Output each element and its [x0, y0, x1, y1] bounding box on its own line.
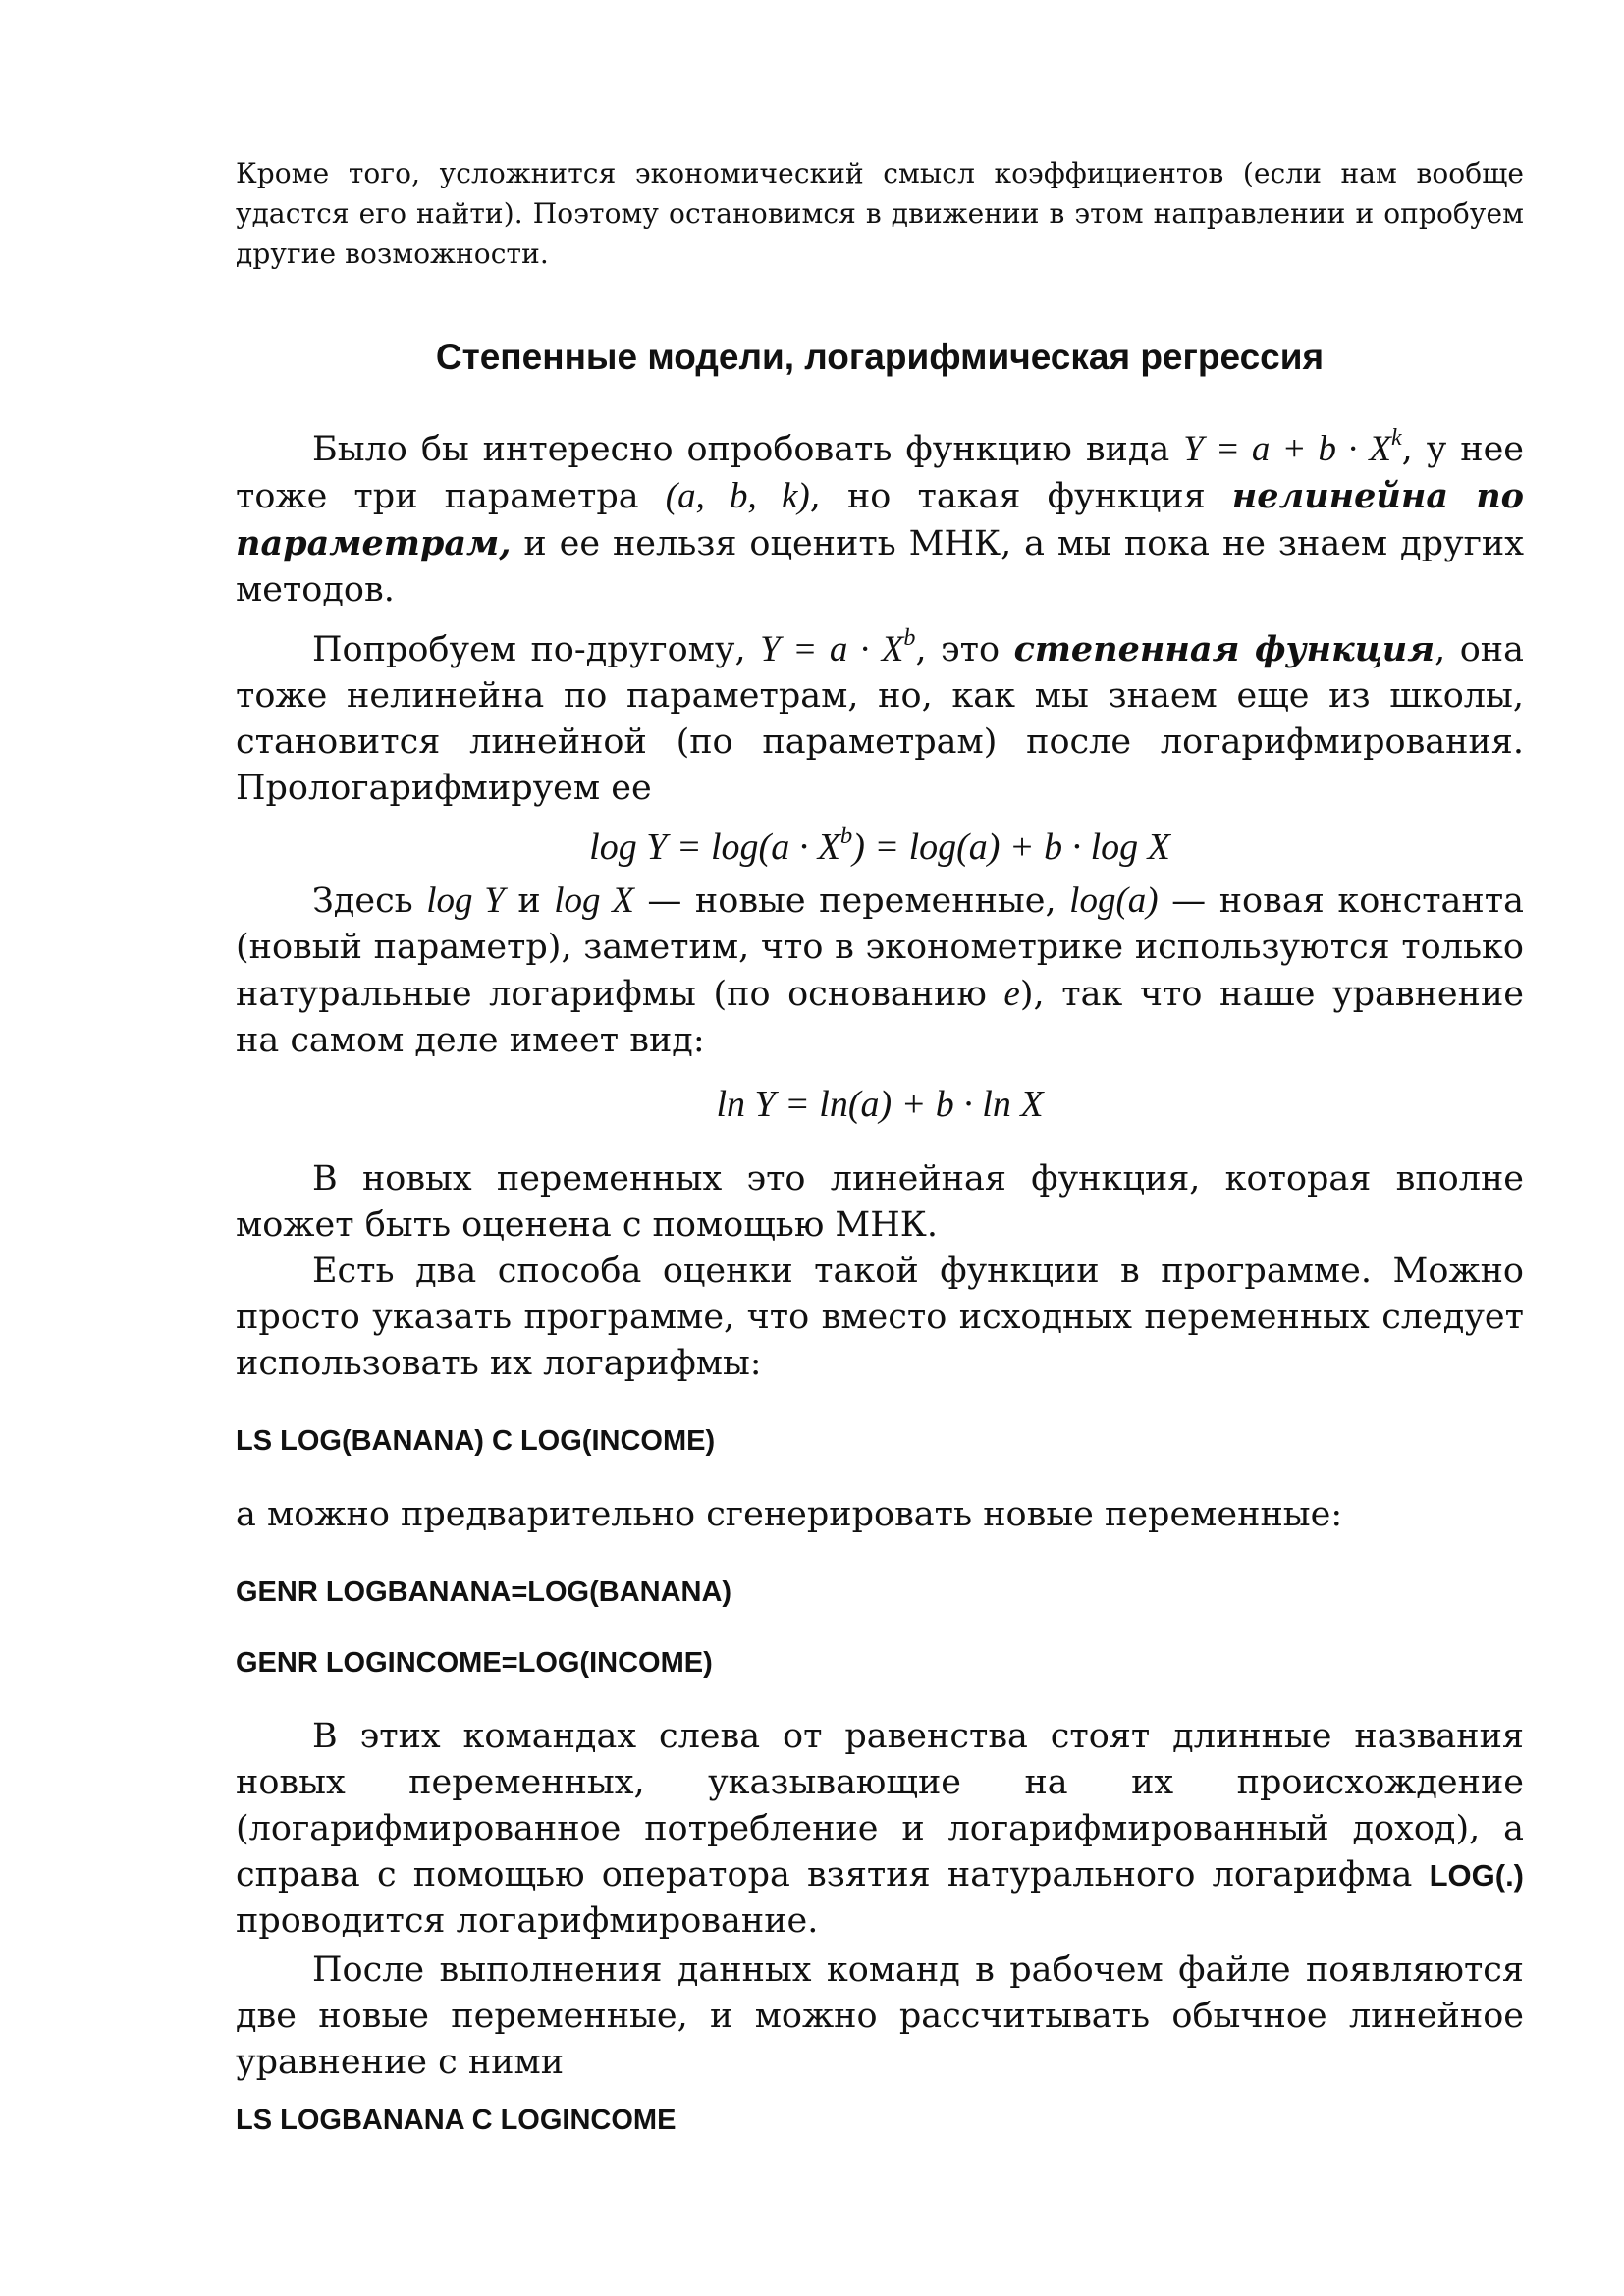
paragraph-two-ways: [236, 1249, 1524, 1387]
text-run: , это: [915, 630, 1014, 669]
paragraph-linear: [236, 1156, 1524, 1249]
intro-paragraph: Кроме того, усложнится экономический смысл коэффициентов (если нам вообще удастся его найти). Поэтому остановимся в движении в этом направлении и опробуем другие возможности.: [236, 157, 1524, 270]
equation-left: log Y = log(a · X: [589, 827, 840, 868]
text-run: В этих командах слева от равенства стоят длинные названия новых переменных, указывающие на их происхождение (логарифмированное потребление и логарифмированный доход), а справа с помощью оператора взятия натурального логарифма: [236, 1717, 1524, 1895]
text-run: , но такая функция: [809, 477, 1232, 516]
text-run: Есть два способа оценки такой функции в программе. Можно просто указать программе, что вместо исходных переменных следует использовать их логарифмы:: [236, 1252, 1524, 1383]
operator-log: LOG(.): [1429, 1858, 1524, 1893]
equation-right: ) = log(a) + b · log X: [852, 827, 1170, 868]
text-run: и: [504, 881, 555, 921]
text-run: , у нее тоже три параметра: [236, 430, 1524, 516]
equation-ln: ln Y = ln(a) + b · ln X: [716, 1084, 1044, 1125]
equation-log: [236, 823, 1524, 872]
text-run: После выполнения данных команд в рабочем файле появляются две новые переменные, и можно рассчитывать обычное линейное уравнение с ними: [236, 1950, 1524, 2082]
section-title: Степенные модели, логарифмическая регрессия: [435, 337, 1325, 377]
math-inline: log(a): [1069, 881, 1159, 921]
text-run: Было бы интересно опробовать функцию вида: [312, 430, 1184, 469]
command-genr-logincome: GENR LOGINCOME=LOG(INCOME): [236, 1647, 713, 1679]
equation-exponent: b: [839, 822, 853, 849]
paragraph-power-function-2: [236, 626, 1524, 812]
math-inline: log Y: [426, 881, 505, 921]
text-run: В новых переменных это линейная функция, которая вполне может быть оценена с помощью МНК.: [236, 1159, 1524, 1245]
text-run: — новая константа (новый параметр), заметим, что в эконометрике используются только натуральные логарифмы (по основанию: [236, 881, 1524, 1014]
formula-base: Y = a · X: [760, 629, 904, 669]
paragraph-power-function: [236, 426, 1524, 614]
math-inline: e: [1003, 974, 1020, 1014]
emphasis-power-function: степенная функция: [1013, 629, 1435, 669]
emphasis-nonlinear: нелинейна по параметрам,: [236, 476, 1525, 563]
command-ls-log: LS LOG(BANANA) C LOG(INCOME): [236, 1425, 716, 1457]
paragraph-new-variables: [236, 878, 1524, 1064]
text-run: , она тоже нелинейна по параметрам, но, как мы знаем еще из школы, становится линейной (по параметрам) после логарифмирования. Прологарифмируем ее: [236, 630, 1524, 808]
text-run: ), так что наше уравнение на самом деле имеет вид:: [236, 975, 1525, 1060]
text-run: — новые переменные,: [633, 881, 1070, 921]
text-run: и ее нельзя оценить МНК, а мы пока не знаем других методов.: [236, 524, 1524, 610]
paragraph-generate: а можно предварительно сгенерировать новые переменные:: [236, 1495, 1343, 1534]
command-ls-logbanana: LS LOGBANANA C LOGINCOME: [236, 2105, 677, 2136]
formula-inline: [760, 625, 916, 669]
params-inline: (a, b, k): [665, 476, 810, 516]
math-inline: log X: [554, 881, 634, 921]
paragraph-after-commands: [236, 1948, 1524, 2086]
formula-base: Y = a + b · X: [1183, 429, 1391, 469]
text-run: Попробуем по-другому,: [312, 630, 761, 669]
paragraph-commands-explained: [236, 1714, 1524, 1945]
command-genr-logbanana: GENR LOGBANANA=LOG(BANANA): [236, 1576, 732, 1608]
text-run: проводится логарифмирование.: [236, 1901, 819, 1941]
formula-exponent: k: [1390, 425, 1402, 452]
formula-exponent: b: [903, 625, 916, 652]
text-run: Здесь: [312, 881, 427, 921]
formula-inline: [1183, 425, 1402, 469]
